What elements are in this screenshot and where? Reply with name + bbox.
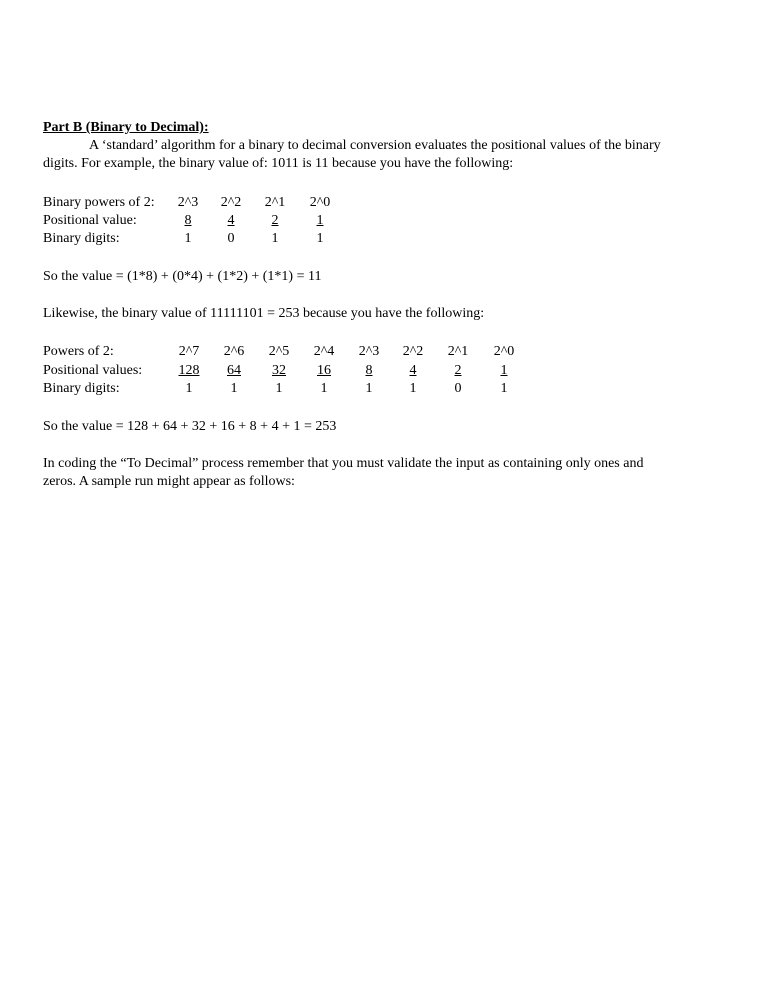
- likewise-line: Likewise, the binary value of 11111101 = 253 because you have the following:: [43, 306, 485, 321]
- table1-label-values: Positional value:: [43, 213, 137, 228]
- table2-power: 2^5: [268, 344, 290, 359]
- table2-value: 128: [178, 363, 200, 378]
- table2-digit: 1: [230, 381, 238, 396]
- table2-value: 16: [317, 363, 331, 378]
- table1-label-powers: Binary powers of 2:: [43, 195, 155, 210]
- table2-value: 8: [365, 363, 373, 378]
- closing-line-1: In coding the “To Decimal” process remember that you must validate the input as containing only ones and: [43, 456, 644, 471]
- table1-power: 2^0: [309, 195, 331, 210]
- table1-label-digits: Binary digits:: [43, 231, 120, 246]
- table2-digit: 1: [275, 381, 283, 396]
- intro-line-1: A ‘standard’ algorithm for a binary to decimal conversion evaluates the positional values of the binary: [89, 138, 661, 153]
- table1-digit: 1: [271, 231, 279, 246]
- table2-label-digits: Binary digits:: [43, 381, 120, 396]
- table1-digit: 1: [184, 231, 192, 246]
- table1-value: 2: [271, 213, 279, 228]
- table2-value: 4: [409, 363, 417, 378]
- table2-power: 2^1: [447, 344, 469, 359]
- sum-line-1: So the value = (1*8) + (0*4) + (1*2) + (1*1) = 11: [43, 269, 322, 284]
- table1-value: 4: [227, 213, 235, 228]
- intro-line-2: digits. For example, the binary value of: 1011 is 11 because you have the following:: [43, 156, 514, 171]
- table2-value: 32: [272, 363, 286, 378]
- table2-digit: 1: [320, 381, 328, 396]
- table1-value: 1: [316, 213, 324, 228]
- table2-digit: 0: [454, 381, 462, 396]
- table2-power: 2^7: [178, 344, 200, 359]
- table1-digit: 0: [227, 231, 235, 246]
- table2-label-values: Positional values:: [43, 363, 143, 378]
- table1-value: 8: [184, 213, 192, 228]
- table2-power: 2^4: [313, 344, 335, 359]
- table1-power: 2^2: [220, 195, 242, 210]
- table2-value: 64: [227, 363, 241, 378]
- table2-value: 2: [454, 363, 462, 378]
- table2-power: 2^6: [223, 344, 245, 359]
- table2-digit: 1: [409, 381, 417, 396]
- sum-line-2: So the value = 128 + 64 + 32 + 16 + 8 + 4 + 1 = 253: [43, 419, 337, 434]
- table1-power: 2^1: [264, 195, 286, 210]
- table2-digit: 1: [185, 381, 193, 396]
- table2-digit: 1: [365, 381, 373, 396]
- table1-power: 2^3: [177, 195, 199, 210]
- closing-line-2: zeros. A sample run might appear as follows:: [43, 474, 295, 489]
- table2-power: 2^2: [402, 344, 424, 359]
- table2-digit: 1: [500, 381, 508, 396]
- table2-value: 1: [500, 363, 508, 378]
- table2-label-powers: Powers of 2:: [43, 344, 114, 359]
- table2-power: 2^3: [358, 344, 380, 359]
- table1-digit: 1: [316, 231, 324, 246]
- section-heading: Part B (Binary to Decimal):: [43, 120, 209, 135]
- table2-power: 2^0: [493, 344, 515, 359]
